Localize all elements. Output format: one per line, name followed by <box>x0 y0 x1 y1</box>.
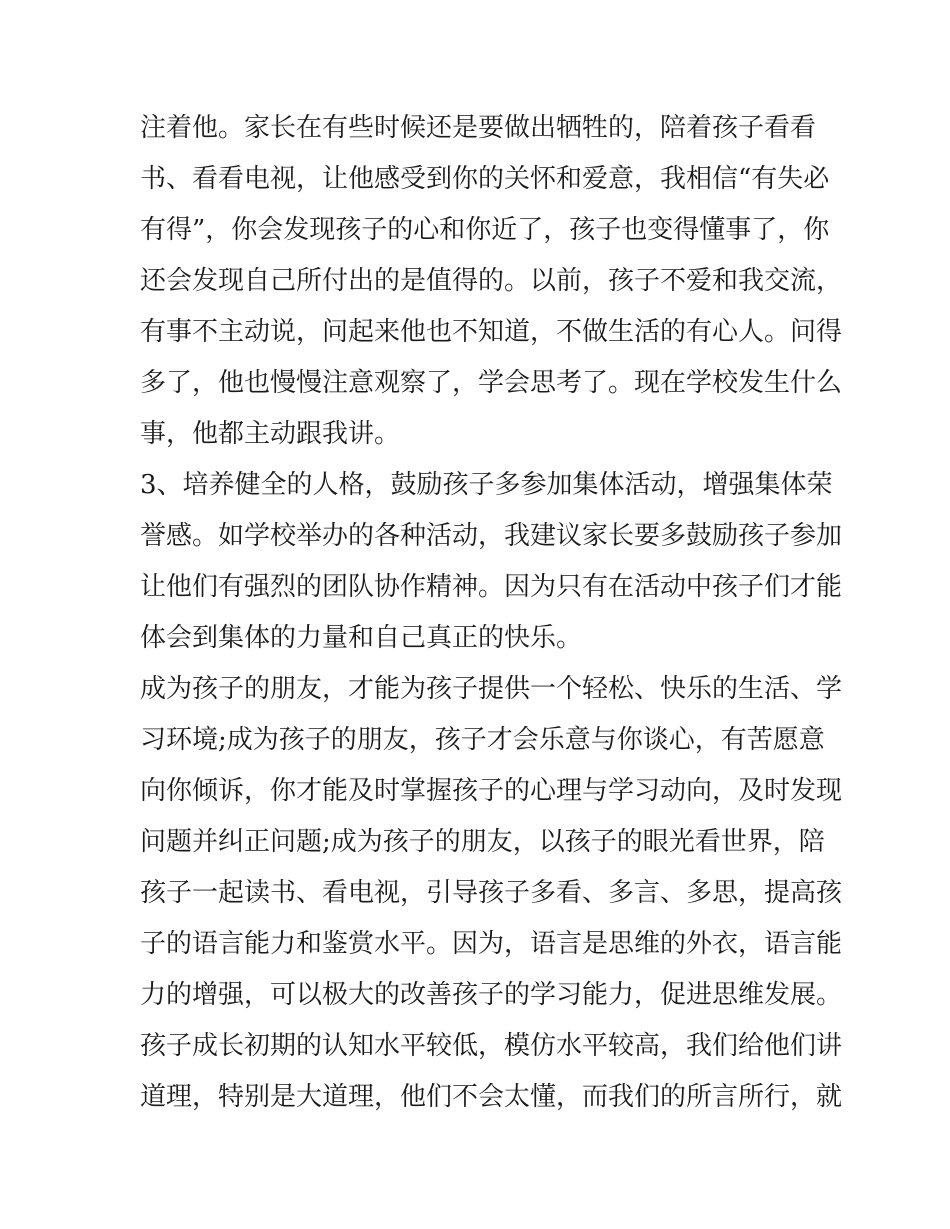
text-line: 习环境;成为孩子的朋友，孩子才会乐意与你谈心，有苦愿意 <box>140 725 825 755</box>
text-line: 体会到集体的力量和自己真正的快乐。 <box>140 623 583 653</box>
text-line: 有事不主动说，问起来他也不知道，不做生活的有心人。问得 <box>140 317 843 347</box>
text-line: 事，他都主动跟我讲。 <box>140 419 401 449</box>
text-line: 让他们有强烈的团队协作精神。因为只有在活动中孩子们才能 <box>140 572 843 602</box>
text-line: 誉感。如学校举办的各种活动，我建议家长要多鼓励孩子参加 <box>140 521 843 551</box>
text-line: 问题并纠正问题;成为孩子的朋友，以孩子的眼光看世界，陪 <box>140 827 825 857</box>
document-page <box>140 103 843 1123</box>
text-line: 注着他。家长在有些时候还是要做出牺牲的，陪着孩子看看 <box>140 113 817 143</box>
text-line: 孩子一起读书、看电视，引导孩子多看、多言、多思，提高孩 <box>140 878 843 908</box>
text-line: 还会发现自己所付出的是值得的。以前，孩子不爱和我交流， <box>140 266 843 296</box>
text-line: 多了，他也慢慢注意观察了，学会思考了。现在学校发生什么 <box>140 368 843 398</box>
text-line: 力的增强，可以极大的改善孩子的学习能力，促进思维发展。 <box>140 980 843 1010</box>
text-line: 有得”，你会发现孩子的心和你近了，孩子也变得懂事了，你 <box>140 215 830 245</box>
text-line: 书、看看电视，让他感受到你的关怀和爱意，我相信“有失必 <box>140 164 830 194</box>
text-line: 道理，特别是大道理，他们不会太懂，而我们的所言所行，就 <box>140 1082 843 1112</box>
text-line: 向你倾诉，你才能及时掌握孩子的心理与学习动向，及时发现 <box>140 776 843 806</box>
text-line: 子的语言能力和鉴赏水平。因为，语言是思维的外衣，语言能 <box>140 929 843 959</box>
text-line: 成为孩子的朋友，才能为孩子提供一个轻松、快乐的生活、学 <box>140 674 843 704</box>
text-line: 孩子成长初期的认知水平较低，模仿水平较高，我们给他们讲 <box>140 1031 843 1061</box>
text-line: 3、培养健全的人格，鼓励孩子多参加集体活动，增强集体荣 <box>140 470 833 500</box>
